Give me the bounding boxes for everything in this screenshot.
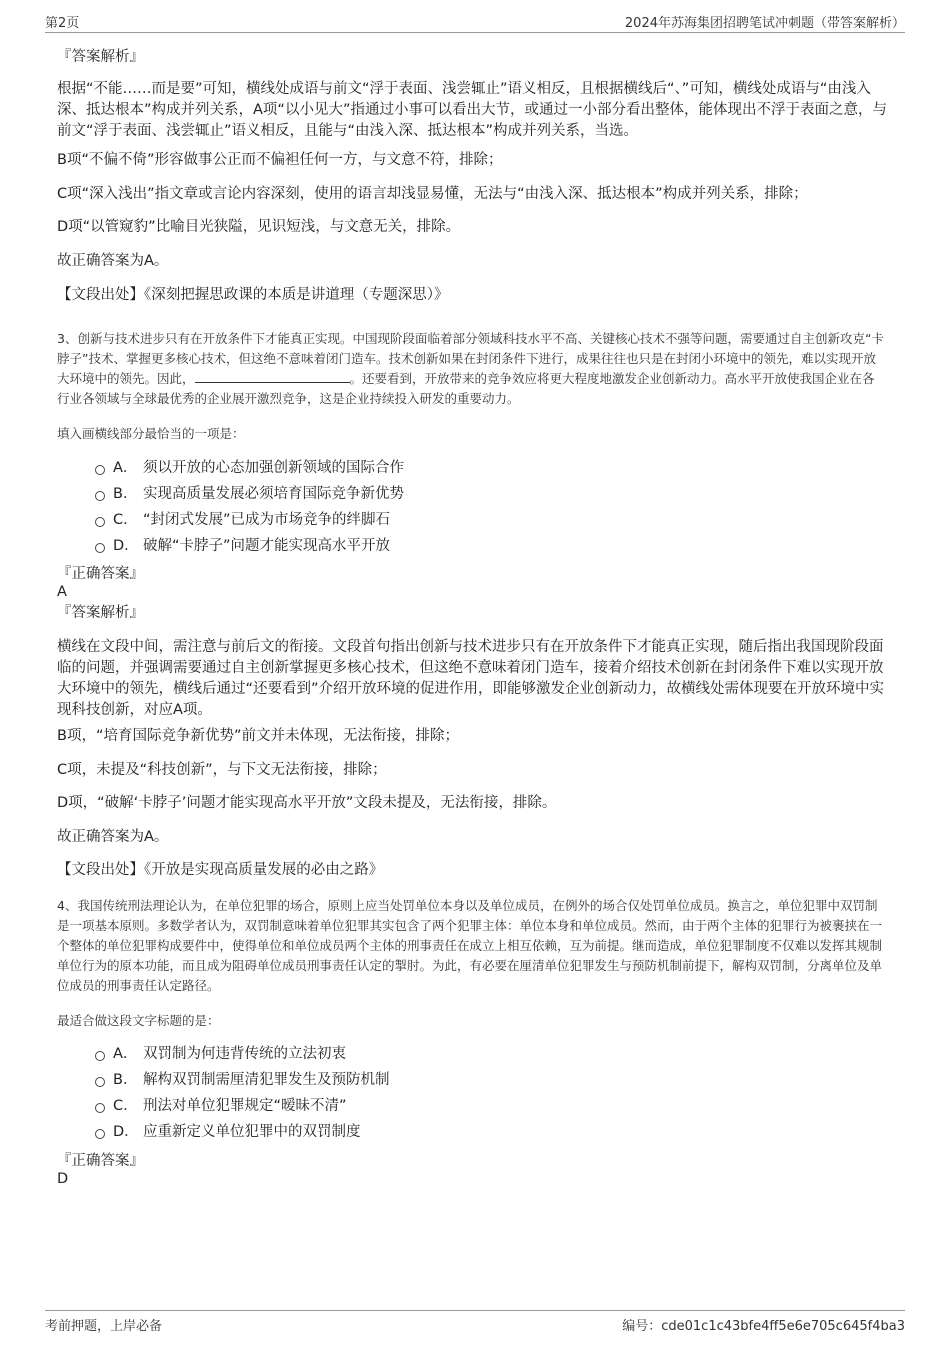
- radio-icon[interactable]: [95, 465, 105, 475]
- analysis-option-c: C项，未提及“科技创新”，与下文无法衔接，排除；: [57, 762, 387, 778]
- radio-icon[interactable]: [95, 1129, 105, 1139]
- correct-answer: D: [57, 1171, 69, 1187]
- answer-conclusion: 故正确答案为A。: [57, 253, 169, 269]
- question-prompt: 最适合做这段文字标题的是：: [57, 1013, 220, 1028]
- question-stem: 4、我国传统刑法理论认为，在单位犯罪的场合，原则上应当处罚单位本身以及单位成员，在例外的场合仅处罚单位成员。换言之，单位犯罪中双罚制是一项基本原则。多数学者认为，双罚制意味着单位犯罪其实包含了两个犯罪主体：单位本身和单位成员。然而，由于两个主体的犯罪行为被裹挟在一个整体的单位犯罪构成要件中，使得单位和单位成员两个主体的刑事责任在成立上相互依赖，互为前提。继而造成，单位犯罪制度不仅难以发挥其规制单位行为的原本功能，而且成为阻碍单位成员刑事责任认定的掣肘。为此，有必要在厘清单位犯罪发生与预防机制前提下，解构双罚制，分离单位及单位成员的刑事责任认定路径。: [57, 898, 883, 993]
- question-prompt: 填入画横线部分最恰当的一项是：: [57, 426, 245, 441]
- analysis-paragraph: 横线在文段中间，需注意与前后文的衔接。文段首句指出创新与技术进步只有在开放条件下才能真正实现，随后指出我国现阶段面临的问题，并强调需要通过自主创新掌握更多核心技术，但这绝不意味着闭门造车，接着介绍技术创新在封闭条件下难以实现开放大环境中的领先，横线后通过“还要看到”介绍开放环境的促进作用，即能够激发企业创新动力，故横线处需体现要在开放环境中实现科技创新，对应A项。: [57, 639, 885, 718]
- text-source: 【文段出处】《深刻把握思政课的本质是讲道理（专题深思）》: [57, 287, 449, 303]
- radio-icon[interactable]: [95, 543, 105, 553]
- footer-slogan: 考前押题，上岸必备: [45, 1319, 163, 1334]
- document-title: 2024年苏海集团招聘笔试冲刺题（带答案解析）: [624, 16, 905, 31]
- fill-blank-line: [195, 370, 350, 383]
- question-stem-part1: 3、创新与技术进步只有在开放条件下才能真正实现。中国现阶段面临着部分领域科技水平不高、关键核心技术不强等问题，需要通过自主创新攻克“卡脖子”技术、掌握更多核心技术，但这绝不意味着闭门造车。技术创新如果在封闭条件下进行，成果往往也只是在封闭小环境中的领先，难以实现开放大环境中的领先。因此，: [57, 331, 884, 386]
- option-a[interactable]: A． 须以开放的心态加强创新领域的国际合作: [95, 457, 795, 479]
- analysis-option-c: C项“深入浅出”指文章或言论内容深刻，使用的语言却浅显易懂，无法与“由浅入深、抵达根本”构成并列关系，排除；: [57, 186, 808, 202]
- analysis-title: 『答案解析』: [57, 605, 144, 621]
- analysis-option-b: B项“不偏不倚”形容做事公正而不偏袒任何一方，与文意不符，排除；: [57, 152, 503, 168]
- option-c[interactable]: C． 刑法对单位犯罪规定“暧昧不清”: [95, 1095, 795, 1117]
- option-a[interactable]: A． 双罚制为何违背传统的立法初衷: [95, 1043, 795, 1065]
- question-stem-part2: 。还要看到，开放带来的竞争效应将更大程度地激发企业创新动力。高水平开放使我国企业在各行业各领域与全球最优秀的企业展开激烈竞争，这是企业持续投入研发的重要动力。: [57, 371, 875, 406]
- radio-icon[interactable]: [95, 1051, 105, 1061]
- option-d[interactable]: D． 破解“卡脖子”问题才能实现高水平开放: [95, 535, 795, 557]
- page-footer: [45, 1310, 905, 1333]
- analysis-option-d: D项，“破解‘卡脖子’问题才能实现高水平开放”文段未提及，无法衔接，排除。: [57, 795, 557, 811]
- radio-icon[interactable]: [95, 517, 105, 527]
- option-b[interactable]: B． 解构双罚制需厘清犯罪发生及预防机制: [95, 1069, 795, 1091]
- radio-icon[interactable]: [95, 1103, 105, 1113]
- correct-answer-title: 『正确答案』: [57, 1153, 144, 1169]
- analysis-title: 『答案解析』: [57, 49, 144, 65]
- analysis-option-d: D项“以管窥豹”比喻目光狭隘，见识短浅，与文意无关，排除。: [57, 219, 461, 235]
- option-b[interactable]: B． 实现高质量发展必须培育国际竞争新优势: [95, 483, 795, 505]
- radio-icon[interactable]: [95, 1077, 105, 1087]
- correct-answer: A: [57, 584, 67, 600]
- question-stem: [57, 329, 887, 409]
- analysis-paragraph: 根据“不能……而是要”可知，横线处成语与前文“浮于表面、浅尝辄止”语义相反，且根据横线后“、”可知，横线处成语与“由浅入深、抵达根本”构成并列关系，A项“以小见大”指通过小事可以看出大节，或通过一小部分看出整体，能体现出不浮于表面之意，与前文“浮于表面、浅尝辄止”语义相反，且能与“由浅入深、抵达根本”构成并列关系，当选。: [57, 81, 887, 139]
- page-header: [45, 12, 905, 33]
- correct-answer-title: 『正确答案』: [57, 566, 144, 582]
- radio-icon[interactable]: [95, 491, 105, 501]
- page-number: 第2页: [45, 16, 80, 31]
- option-d[interactable]: D． 应重新定义单位犯罪中的双罚制度: [95, 1121, 795, 1143]
- answer-conclusion: 故正确答案为A。: [57, 829, 169, 845]
- analysis-option-b: B项，“培育国际竞争新优势”前文并未体现，无法衔接，排除；: [57, 728, 459, 744]
- option-c[interactable]: C． “封闭式发展”已成为市场竞争的绊脚石: [95, 509, 795, 531]
- text-source: 【文段出处】《开放是实现高质量发展的必由之路》: [57, 862, 384, 878]
- document-id: 编号：cde01c1c43bfe4ff5e6e705c645f4ba3: [622, 1319, 905, 1334]
